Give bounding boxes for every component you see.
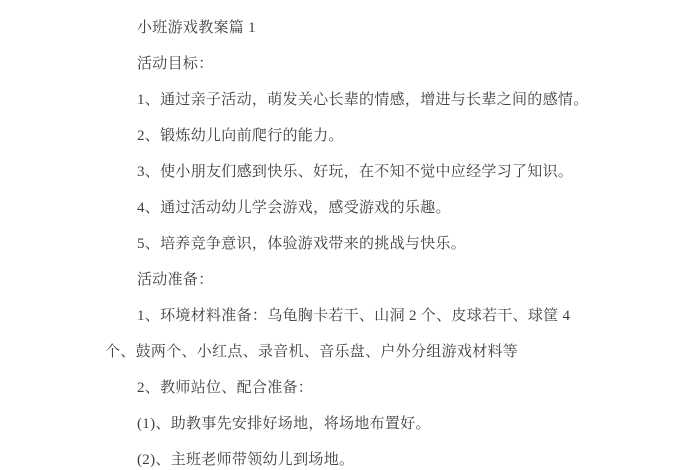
- goal-item-2: 2、锻炼幼儿向前爬行的能力。: [137, 128, 344, 144]
- prep-item-2: 2、教师站位、配合准备：: [137, 380, 314, 396]
- document-title: 小班游戏教案篇 1: [137, 20, 256, 36]
- section-heading-goals: 活动目标：: [137, 56, 214, 72]
- section-heading-preparation: 活动准备：: [137, 272, 214, 288]
- document-body: [105, 10, 610, 470]
- goal-item-5: 5、培养竞争意识，体验游戏带来的挑战与快乐。: [137, 236, 467, 252]
- goal-item-1: 1、通过亲子活动，萌发关心长辈的情感，增进与长辈之间的感情。: [137, 92, 589, 108]
- prep-item-1-line-2: 个、鼓两个、小红点、录音机、音乐盘、户外分组游戏材料等: [105, 344, 519, 360]
- goal-item-4: 4、通过活动幼儿学会游戏，感受游戏的乐趣。: [137, 200, 451, 216]
- prep-step-2: (2)、主班老师带领幼儿到场地。: [137, 452, 355, 468]
- prep-step-1: (1)、助教事先安排好场地，将场地布置好。: [137, 416, 431, 432]
- prep-item-1-line-1: 1、环境材料准备：乌龟胸卡若干、山洞 2 个、皮球若干、球筐 4: [137, 308, 571, 324]
- goal-item-3: 3、使小朋友们感到快乐、好玩，在不知不觉中应经学习了知识。: [137, 164, 574, 180]
